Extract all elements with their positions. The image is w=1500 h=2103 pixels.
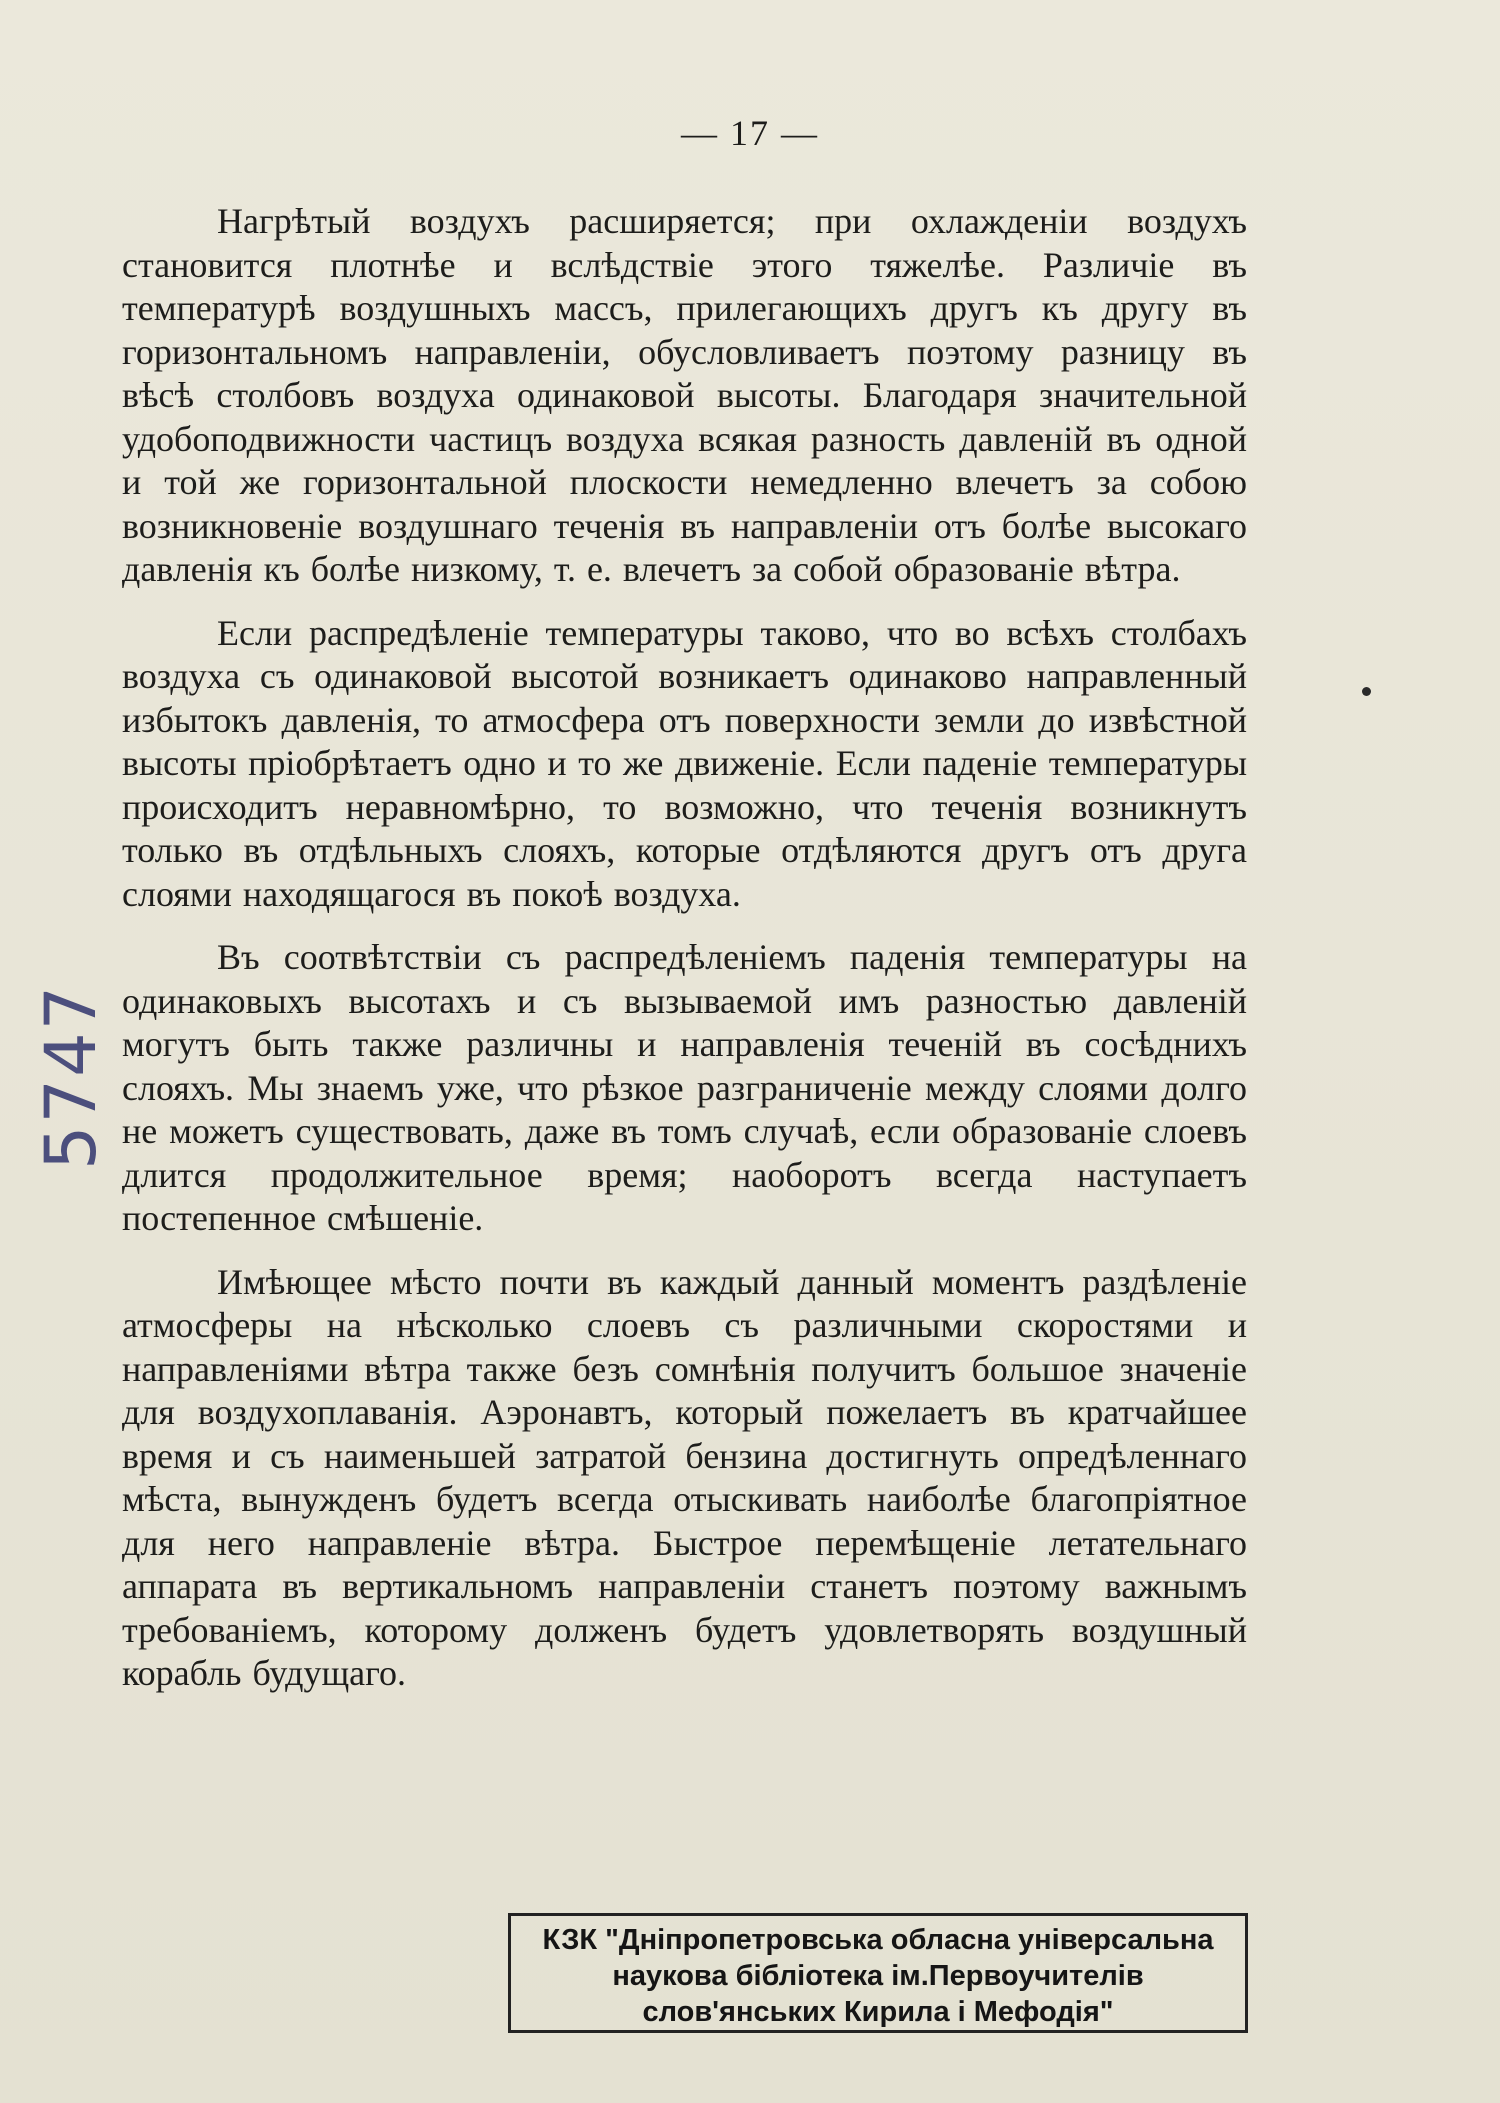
paragraph-1: Нагрѣтый воздухъ расширяется; при охлажденіи воздухъ становится плотнѣе и вслѣдствіе этого тяжелѣе. Различіе въ температурѣ воздушныхъ массъ, прилегающихъ другъ къ другу въ горизонтальномъ направленіи, обусловливаетъ поэтому разницу въ вѣсѣ столбовъ воздуха одинаковой высоты. Благодаря значительной удобоподвижности частицъ воздуха всякая разность давленій въ одной и той же горизонтальной плоскости немедленно влечетъ за собою возникновеніе воздушнаго теченія въ направленіи отъ болѣе высокаго давленія къ болѣе низкому, т. е. влечетъ за собой образованіе вѣтра. xyxy=(122,201,1247,589)
library-stamp xyxy=(508,1913,1248,2033)
stamp-line-2: наукова бібліотека ім.Первоучителів xyxy=(612,1960,1144,1992)
stamp-line-3: слов'янських Кирила і Мефодія" xyxy=(642,1996,1114,2028)
text-body xyxy=(122,200,1247,1716)
paragraph-2: Если распредѣленіе температуры таково, что во всѣхъ столбахъ воздуха съ одинаковой высотой возникаетъ одинаково направленный избытокъ давленія, то атмосфера отъ поверхности земли до извѣстной высоты пріобрѣтаетъ одно и то же движеніе. Если паденіе температуры происходитъ неравномѣрно, то возможно, что теченія возникнутъ только въ отдѣльныхъ слояхъ, которые отдѣляются другъ отъ друга слоями находящагося въ покоѣ воздуха. xyxy=(122,612,1247,914)
handwritten-shelfmark: 5747 xyxy=(30,983,112,1170)
paragraph-4: Имѣющее мѣсто почти въ каждый данный моментъ раздѣленіе атмосферы на нѣсколько слоевъ съ различными скоростями и направленіями вѣтра также безъ сомнѣнія получитъ большое значеніе для воздухоплаванія. Аэронавтъ, который пожелаетъ въ кратчайшее время и съ наименьшей затратой бензина достигнуть опредѣленнаго мѣста, вынужденъ будетъ всегда отыскивать наиболѣе благопріятное для него направленіе вѣтра. Быстрое перемѣщеніе летательнаго аппарата въ вертикальномъ направленіи станетъ поэтому важнымъ требованіемъ, которому долженъ будетъ удовлетворять воздушный корабль будущаго. xyxy=(122,1261,1247,1693)
stamp-line-1: КЗК "Дніпропетровська обласна універсальна xyxy=(542,1924,1214,1956)
ink-speck xyxy=(1362,687,1371,696)
page-number: — 17 — xyxy=(681,113,819,153)
paragraph-3: Въ соотвѣтствіи съ распредѣленіемъ паденія температуры на одинаковыхъ высотахъ и съ вызываемой имъ разностью давленій могутъ быть также различны и направленія теченій въ сосѣднихъ слояхъ. Мы знаемъ уже, что рѣзкое разграниченіе между слоями долго не можетъ существовать, даже въ томъ случаѣ, если образованіе слоевъ длится продолжительное время; наоборотъ всегда наступаетъ постепенное смѣшеніе. xyxy=(122,937,1247,1238)
